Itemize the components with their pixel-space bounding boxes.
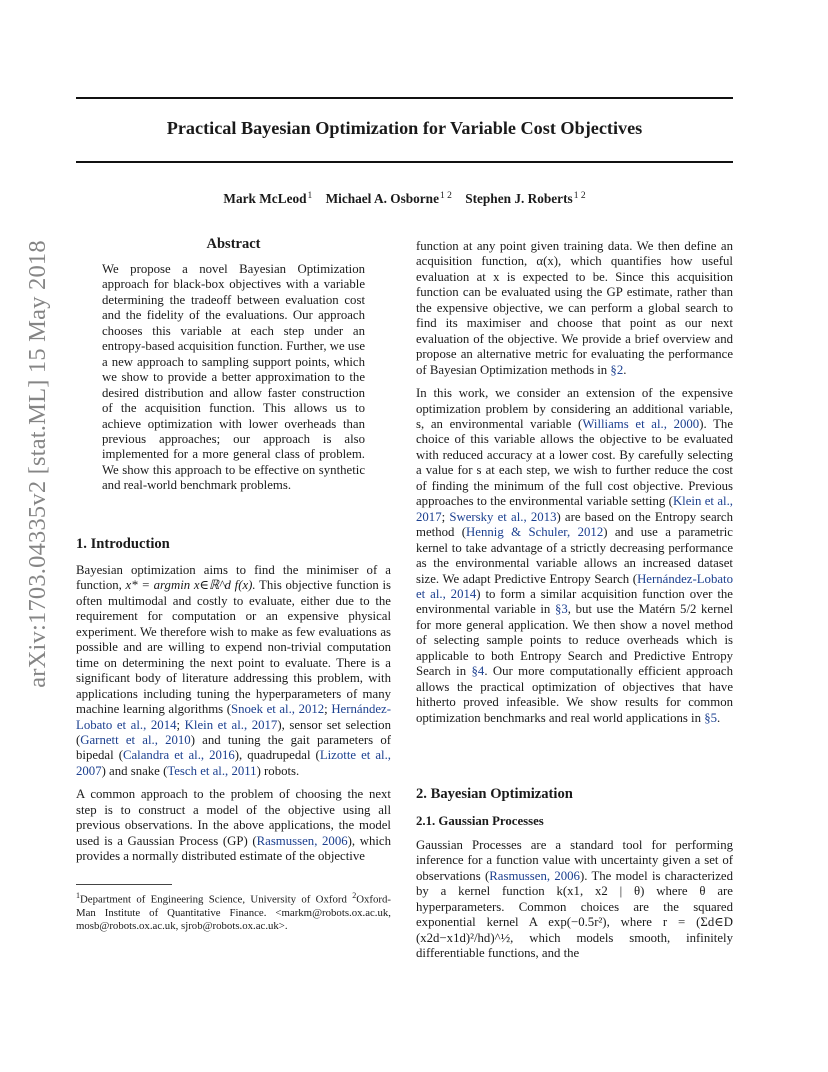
- citation-link[interactable]: Calandra et al., 2016: [122, 748, 235, 763]
- citation-link[interactable]: Snoek et al., 2012: [231, 702, 325, 717]
- right-column-body: [416, 239, 733, 726]
- footnote-mark-2: 2: [352, 891, 357, 900]
- right-p2-text-g: . Our more computationally efficient approach allows the practical optimization of objectives that have hitherto proved infeasible. We show results for common optimization benchmarks and real world applications in: [416, 664, 734, 725]
- intro-p1-text-c: ), sensor set selection (: [76, 717, 391, 747]
- gp-text-a: Gaussian Processes are a standard tool for performing inference for a function value with uncertainty given a set of observations (: [416, 838, 733, 883]
- footnote-rule: [76, 884, 172, 885]
- right-p2-text-f: , but use the Matérn 5/2 kernel for more general application. We then show a novel method of selecting sample points to reduce overheads which is applicable to both Entropy Search and Predictive Entropy Search in: [416, 602, 733, 679]
- right-p2-text-b: ). The choice of this variable allows the objective to be evaluated with reduced accuracy at a lower cost. By carefully selecting a value for s at each step, we wish to further reduce the cost of finding the minimum of the full cost objective. Previous approaches to the environmental variable setting (: [416, 416, 733, 509]
- abstract-heading: Abstract: [206, 236, 261, 252]
- gp-text-b: ). The model is characterized by a kernel function k(x1, x2 | θ) where θ are hyperparameters. Common choices are the squared exponential kernel A exp(−0.5r²), where r = (Σd∈D (x2d−x1d)²/hd)^½, which models smooth, infinitely differentiable functions, and the: [416, 868, 733, 961]
- right-p2-text-d: ) and use a parametric kernel to take advantage of a strictly decreasing performance as the environmental variable allows an increased dataset size. We adapt Predictive Entropy Search (: [416, 525, 733, 586]
- footnote-mark-1: 1: [76, 891, 80, 900]
- arxiv-sidebar: [2, 240, 72, 688]
- title-bottom-rule: [76, 161, 733, 163]
- citation-link[interactable]: Rasmussen, 2006: [256, 833, 348, 848]
- citation-link[interactable]: Hernández-Lobato et al., 2014: [76, 702, 391, 732]
- intro-body: [76, 563, 391, 865]
- abstract-text: We propose a novel Bayesian Optimization approach for black-box objectives with a variable determining the tradeoff between evaluation cost and the fidelity of the evaluations. Our approach chooses this variable at each step under an entropy-based acquisition function. Further, we use a new approach to sampling support points, which we show to provide a better approximation to the desired distribution and allow faster construction of the acquisition function. This allows us to achieve optimization with lower overheads than previous approaches; our approach is also implemented for a more general class of problem. We show this approach to be effective on synthetic and real-world benchmark problems.: [102, 262, 365, 493]
- intro-p1-text-e: ), quadrupedal (: [234, 748, 320, 763]
- intro-p1-math: x* = argmin x∈ℝ^d f(x).: [125, 578, 256, 593]
- footnote-text-b: Oxford-Man Institute of Quantitative Finance. <markm@robots.ox.ac.uk, mosb@robots.ox.ac.uk, sjrob@robots.ox.ac.uk>.: [76, 893, 391, 933]
- citation-link[interactable]: Garnett et al., 2010: [80, 732, 191, 747]
- intro-p2-text-b: ), which provides a normally distributed estimate of the objective: [76, 833, 391, 864]
- citation-link[interactable]: Hennig & Schuler, 2012: [466, 525, 604, 540]
- paper-title: Practical Bayesian Optimization for Variable Cost Objectives: [166, 118, 643, 138]
- right-p1-text-a: function at any point given training data. We then define an acquisition function, α(x), which quantifies how useful evaluation at x is expected to be. Since this acquisition function can be evaluated using the GP estimate, rather than the expensive objective, we can perform a global search to find its maximiser and choose that point as our next evaluation of the objective. We provide a brief overview and propose an alternative metric for evaluating the performance of Bayesian Optimization methods in: [416, 239, 733, 377]
- author-3-affil: 1 2: [573, 191, 586, 201]
- section-heading-bayesian-optimization: 2. Bayesian Optimization: [416, 786, 573, 802]
- subsection-heading-gaussian-processes: 2.1. Gaussian Processes: [416, 814, 544, 828]
- section-heading-introduction: 1. Introduction: [76, 536, 170, 552]
- footnote-text-a: Department of Engineering Science, University of Oxford: [80, 893, 353, 906]
- author-1-affil: 1: [307, 191, 313, 201]
- citation-link[interactable]: Tesch et al., 2011: [167, 763, 257, 778]
- citation-link[interactable]: Lizotte et al., 2007: [76, 748, 392, 778]
- author-3: [465, 191, 585, 206]
- author-2-affil: 1 2: [439, 191, 452, 201]
- citation-separator: ;: [176, 717, 185, 732]
- section-ref-link[interactable]: §5: [704, 710, 718, 725]
- citation-link[interactable]: Rasmussen, 2006: [489, 868, 580, 883]
- footnote: [76, 889, 391, 934]
- author-1: [223, 191, 312, 206]
- citation-link[interactable]: Hernández-Lobato et al., 2014: [416, 571, 733, 601]
- citation-link[interactable]: Swersky et al., 2013: [449, 509, 557, 524]
- intro-p1-text-d: ) and tuning the gait parameters of bipedal (: [76, 732, 391, 763]
- intro-paragraph-1: [76, 563, 391, 779]
- abstract-body: [102, 262, 365, 494]
- gp-paragraph: [416, 838, 733, 962]
- author-2-name: Michael A. Osborne: [325, 191, 439, 207]
- right-p2-text-h: .: [717, 710, 721, 725]
- right-p2-text-e: ) to form a similar acquisition function over the environmental variable in: [416, 586, 733, 617]
- section-ref-link[interactable]: §4: [471, 664, 485, 679]
- author-1-name: Mark McLeod: [223, 191, 307, 207]
- intro-paragraph-2: [76, 787, 391, 864]
- intro-p1-text-f: ) and snake (: [101, 763, 168, 778]
- right-paragraph-1: [416, 239, 733, 378]
- intro-p1-text-g: ) robots.: [256, 763, 300, 778]
- title-top-rule: [76, 97, 733, 99]
- section-ref-link[interactable]: §2: [610, 362, 624, 377]
- arxiv-stamp: arXiv:1703.04335v2 [stat.ML] 15 May 2018: [24, 240, 51, 688]
- section-ref-link[interactable]: §3: [554, 602, 568, 617]
- author-2: [326, 191, 452, 206]
- citation-separator: ;: [441, 509, 450, 524]
- right-paragraph-2: [416, 386, 733, 726]
- intro-p1-text-a: Bayesian optimization aims to find the minimiser of a function,: [76, 563, 391, 593]
- citation-link[interactable]: Klein et al., 2017: [416, 494, 733, 524]
- author-list: [76, 191, 733, 207]
- citation-separator: ;: [324, 702, 332, 717]
- author-3-name: Stephen J. Roberts: [465, 191, 573, 207]
- citation-link[interactable]: Williams et al., 2000: [582, 416, 700, 431]
- intro-p1-text-b: This objective function is often multimodal and costly to evaluate, either due to the requirement for computation or an expensive physical experiment. We therefore wish to make as few evaluations as possible and are willing to expend non-trivial computation time on determining the next point to evaluate. There is a significant body of literature addressing this problem, with applications including tuning the hyperparameters of many machine learning algorithms (: [76, 578, 391, 717]
- gp-body: [416, 838, 733, 962]
- right-p2-text-c: ) are based on the Entropy search method (: [416, 509, 733, 540]
- intro-p2-text-a: A common approach to the problem of choosing the next step is to construct a model of the objective using all previous observations. In the above applications, the model used is a Gaussian Process (GP) (: [76, 787, 391, 848]
- right-p2-text-a: In this work, we consider an extension of the expensive optimization problem by considering an additional variable, s, an environmental variable (: [416, 386, 733, 431]
- citation-link[interactable]: Klein et al., 2017: [184, 717, 278, 732]
- right-p1-text-b: .: [623, 362, 627, 377]
